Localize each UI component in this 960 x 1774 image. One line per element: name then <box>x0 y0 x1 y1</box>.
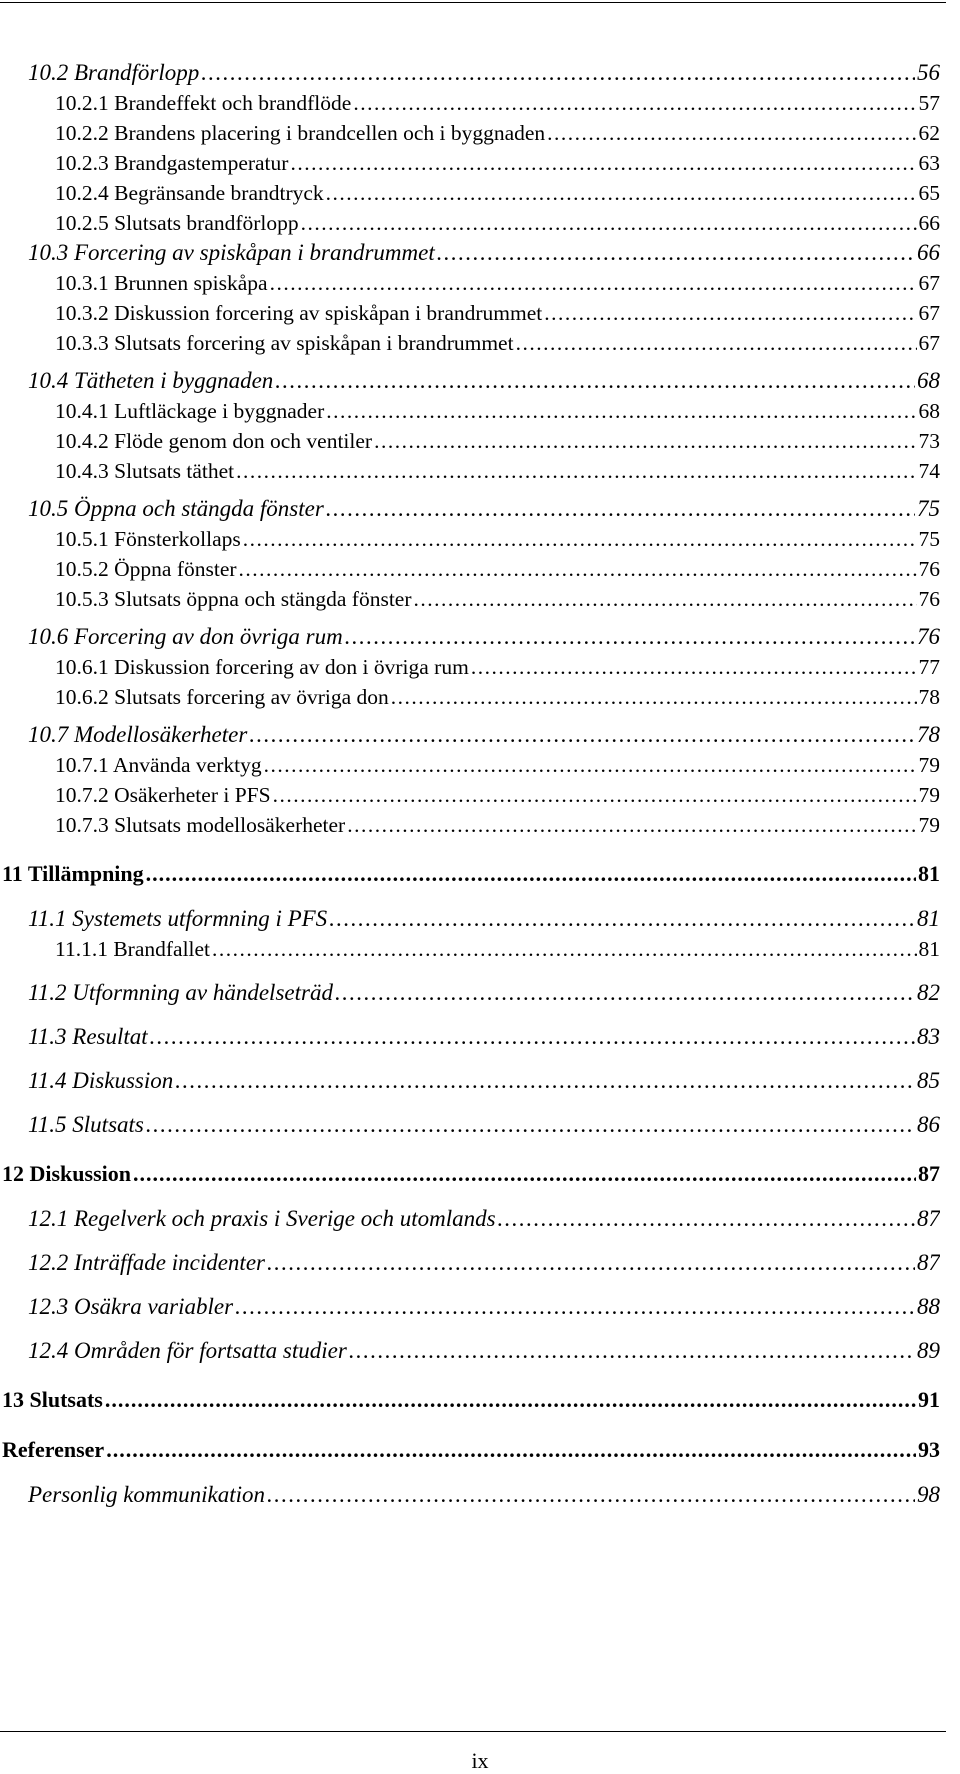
toc-entry-page: 76 <box>917 584 941 614</box>
toc-leader-dots <box>150 1022 915 1052</box>
toc-entry-title: 10.7.1 Använda verktyg <box>55 750 264 780</box>
toc-leader-dots <box>146 858 916 890</box>
toc-entry[interactable] <box>0 622 940 652</box>
toc-entry[interactable] <box>0 1022 940 1052</box>
toc-entry-page: 75 <box>915 494 940 524</box>
toc-leader-dots <box>335 978 915 1008</box>
toc-leader-dots <box>290 148 916 178</box>
toc-chapter-entry[interactable] <box>0 858 940 890</box>
header-rule <box>0 2 946 3</box>
toc-entry-title: 10.7.2 Osäkerheter i PFS <box>55 780 273 810</box>
toc-entry-page: 98 <box>915 1480 940 1510</box>
toc-entry-page: 79 <box>917 810 941 840</box>
toc-leader-dots <box>391 682 917 712</box>
toc-entry-title: 11.3 Resultat <box>28 1022 150 1052</box>
toc-leader-dots <box>264 750 917 780</box>
toc-entry-page: 66 <box>917 208 941 238</box>
toc-entry-page: 75 <box>917 524 941 554</box>
toc-entry[interactable] <box>0 810 940 840</box>
toc-entry-page: 81 <box>915 904 940 934</box>
toc-chapter-entry[interactable] <box>0 1384 940 1416</box>
toc-entry-title: 12.4 Områden för fortsatta studier <box>28 1336 349 1366</box>
toc-entry-title: 10.5.1 Fönsterkollaps <box>55 524 243 554</box>
toc-entry[interactable] <box>0 750 940 780</box>
toc-entry-page: 86 <box>915 1110 940 1140</box>
toc-entry[interactable] <box>0 494 940 524</box>
toc-entry[interactable] <box>0 268 940 298</box>
toc-entry[interactable] <box>0 934 940 964</box>
toc-entry-title: 10.2.2 Brandens placering i brandcellen och i byggnaden <box>55 118 547 148</box>
toc-entry-page: 73 <box>917 426 941 456</box>
toc-entry-page: 87 <box>915 1248 940 1278</box>
toc-entry-page: 68 <box>915 366 940 396</box>
toc-leader-dots <box>267 1480 915 1510</box>
toc-leader-dots <box>243 524 917 554</box>
toc-entry-page: 67 <box>917 328 941 358</box>
toc-entry[interactable] <box>0 978 940 1008</box>
toc-entry-title: 10.6.1 Diskussion forcering av don i övriga rum <box>55 652 471 682</box>
toc-entry-page: 66 <box>915 238 940 268</box>
toc-chapter-entry[interactable] <box>0 1434 940 1466</box>
toc-entry-title: 10.5 Öppna och stängda fönster <box>28 494 326 524</box>
toc-entry-title: 11.4 Diskussion <box>28 1066 175 1096</box>
toc-entry-title: 10.2.5 Slutsats brandförlopp <box>55 208 301 238</box>
toc-entry[interactable] <box>0 208 940 238</box>
toc-entry-title: 10.7 Modellosäkerheter <box>28 720 249 750</box>
toc-entry[interactable] <box>0 720 940 750</box>
toc-entry-title: 10.2.4 Begränsande brandtryck <box>55 178 326 208</box>
toc-entry[interactable] <box>0 652 940 682</box>
toc-leader-dots <box>345 622 915 652</box>
toc-leader-dots <box>212 934 916 964</box>
toc-entry-title: 10.4.1 Luftläckage i byggnader <box>55 396 326 426</box>
toc-entry-page: 87 <box>916 1158 940 1190</box>
toc-entry[interactable] <box>0 780 940 810</box>
toc-entry-title: 11.1.1 Brandfallet <box>55 934 212 964</box>
toc-leader-dots <box>349 1336 915 1366</box>
toc-entry-title: Referenser <box>2 1434 106 1466</box>
toc-leader-dots <box>249 720 915 750</box>
toc-entry-title: 12.1 Regelverk och praxis i Sverige och utomlands <box>28 1204 498 1234</box>
toc-entry-page: 77 <box>917 652 941 682</box>
toc-leader-dots <box>353 88 916 118</box>
toc-entry-page: 79 <box>917 750 941 780</box>
toc-leader-dots <box>105 1384 916 1416</box>
toc-leader-dots <box>437 238 915 268</box>
toc-entry[interactable] <box>0 178 940 208</box>
toc-leader-dots <box>326 178 917 208</box>
toc-entry-page: 82 <box>915 978 940 1008</box>
toc-entry[interactable] <box>0 1110 940 1140</box>
toc-entry[interactable] <box>0 904 940 934</box>
toc-entry[interactable] <box>0 148 940 178</box>
toc-entry-title: 10.6.2 Slutsats forcering av övriga don <box>55 682 391 712</box>
toc-leader-dots <box>516 328 917 358</box>
toc-entry[interactable] <box>0 1066 940 1096</box>
toc-entry[interactable] <box>0 58 940 88</box>
toc-entry[interactable] <box>0 238 940 268</box>
toc-entry-page: 89 <box>915 1336 940 1366</box>
toc-leader-dots <box>414 584 917 614</box>
toc-leader-dots <box>239 554 917 584</box>
toc-leader-dots <box>498 1204 915 1234</box>
toc-entry-title: 12 Diskussion <box>2 1158 133 1190</box>
table-of-contents <box>0 58 940 1510</box>
toc-entry-title: 11.1 Systemets utformning i PFS <box>28 904 329 934</box>
toc-entry-title: 12.2 Inträffade incidenter <box>28 1248 267 1278</box>
toc-entry-title: 11 Tillämpning <box>2 858 146 890</box>
toc-entry-page: 65 <box>917 178 941 208</box>
toc-entry-page: 81 <box>917 934 941 964</box>
toc-entry-page: 85 <box>915 1066 940 1096</box>
toc-entry[interactable] <box>0 426 940 456</box>
toc-entry-title: 10.3.3 Slutsats forcering av spiskåpan i brandrummet <box>55 328 516 358</box>
toc-entry-title: 10.4 Tätheten i byggnaden <box>28 366 275 396</box>
toc-leader-dots <box>301 208 917 238</box>
toc-entry-page: 57 <box>917 88 941 118</box>
toc-entry-page: 78 <box>917 682 941 712</box>
toc-entry-page: 76 <box>917 554 941 584</box>
toc-leader-dots <box>547 118 916 148</box>
toc-entry[interactable] <box>0 1204 940 1234</box>
toc-entry-page: 62 <box>917 118 941 148</box>
toc-entry-page: 63 <box>917 148 941 178</box>
toc-entry-title: 10.2.3 Brandgastemperatur <box>55 148 290 178</box>
toc-entry-title: 10.2.1 Brandeffekt och brandflöde <box>55 88 353 118</box>
toc-entry[interactable] <box>0 524 940 554</box>
toc-entry-page: 79 <box>917 780 941 810</box>
toc-entry-page: 56 <box>915 58 940 88</box>
toc-leader-dots <box>236 456 916 486</box>
toc-leader-dots <box>235 1292 915 1322</box>
toc-leader-dots <box>347 810 916 840</box>
toc-leader-dots <box>275 366 915 396</box>
toc-entry[interactable] <box>0 118 940 148</box>
toc-entry[interactable] <box>0 1480 940 1510</box>
toc-leader-dots <box>133 1158 916 1190</box>
toc-entry[interactable] <box>0 456 940 486</box>
toc-chapter-entry[interactable] <box>0 1158 940 1190</box>
toc-entry-title: 10.2 Brandförlopp <box>28 58 201 88</box>
toc-entry-title: 10.6 Forcering av don övriga rum <box>28 622 345 652</box>
toc-leader-dots <box>471 652 917 682</box>
toc-entry-title: 10.3.1 Brunnen spiskåpa <box>55 268 270 298</box>
toc-entry-title: 10.3.2 Diskussion forcering av spiskåpan i brandrummet <box>55 298 544 328</box>
toc-entry-page: 91 <box>916 1384 940 1416</box>
toc-entry[interactable] <box>0 396 940 426</box>
toc-entry-title: 10.5.3 Slutsats öppna och stängda fönster <box>55 584 414 614</box>
toc-entry-title: 13 Slutsats <box>2 1384 105 1416</box>
toc-entry-page: 74 <box>917 456 941 486</box>
toc-entry-title: 10.4.3 Slutsats täthet <box>55 456 236 486</box>
toc-entry[interactable] <box>0 682 940 712</box>
toc-entry-page: 67 <box>917 298 941 328</box>
toc-leader-dots <box>374 426 916 456</box>
toc-entry[interactable] <box>0 1292 940 1322</box>
toc-entry-page: 78 <box>915 720 940 750</box>
toc-entry[interactable] <box>0 1248 940 1278</box>
toc-leader-dots <box>544 298 916 328</box>
toc-entry-page: 87 <box>915 1204 940 1234</box>
toc-leader-dots <box>273 780 917 810</box>
toc-leader-dots <box>106 1434 916 1466</box>
toc-entry[interactable] <box>0 328 940 358</box>
toc-entry-page: 81 <box>916 858 940 890</box>
toc-leader-dots <box>175 1066 915 1096</box>
page-number: ix <box>471 1748 489 1773</box>
toc-entry-title: 10.7.3 Slutsats modellosäkerheter <box>55 810 347 840</box>
toc-entry-title: 11.2 Utformning av händelseträd <box>28 978 335 1008</box>
toc-leader-dots <box>201 58 915 88</box>
toc-entry-page: 76 <box>915 622 940 652</box>
toc-entry[interactable] <box>0 584 940 614</box>
toc-leader-dots <box>267 1248 915 1278</box>
toc-entry-title: Personlig kommunikation <box>28 1480 267 1510</box>
toc-entry-page: 83 <box>915 1022 940 1052</box>
toc-entry-title: 10.3 Forcering av spiskåpan i brandrummet <box>28 238 437 268</box>
toc-entry-page: 88 <box>915 1292 940 1322</box>
toc-entry[interactable] <box>0 88 940 118</box>
toc-entry[interactable] <box>0 298 940 328</box>
toc-entry-page: 68 <box>917 396 941 426</box>
toc-entry-page: 93 <box>916 1434 940 1466</box>
toc-leader-dots <box>326 494 915 524</box>
toc-leader-dots <box>326 396 916 426</box>
toc-leader-dots <box>329 904 915 934</box>
toc-entry[interactable] <box>0 554 940 584</box>
toc-entry-title: 11.5 Slutsats <box>28 1110 146 1140</box>
toc-entry[interactable] <box>0 1336 940 1366</box>
toc-entry[interactable] <box>0 366 940 396</box>
footer-rule <box>0 1731 946 1732</box>
toc-entry-title: 10.5.2 Öppna fönster <box>55 554 239 584</box>
toc-entry-page: 67 <box>917 268 941 298</box>
toc-leader-dots <box>146 1110 915 1140</box>
toc-entry-title: 10.4.2 Flöde genom don och ventiler <box>55 426 374 456</box>
toc-leader-dots <box>270 268 917 298</box>
toc-entry-title: 12.3 Osäkra variabler <box>28 1292 235 1322</box>
